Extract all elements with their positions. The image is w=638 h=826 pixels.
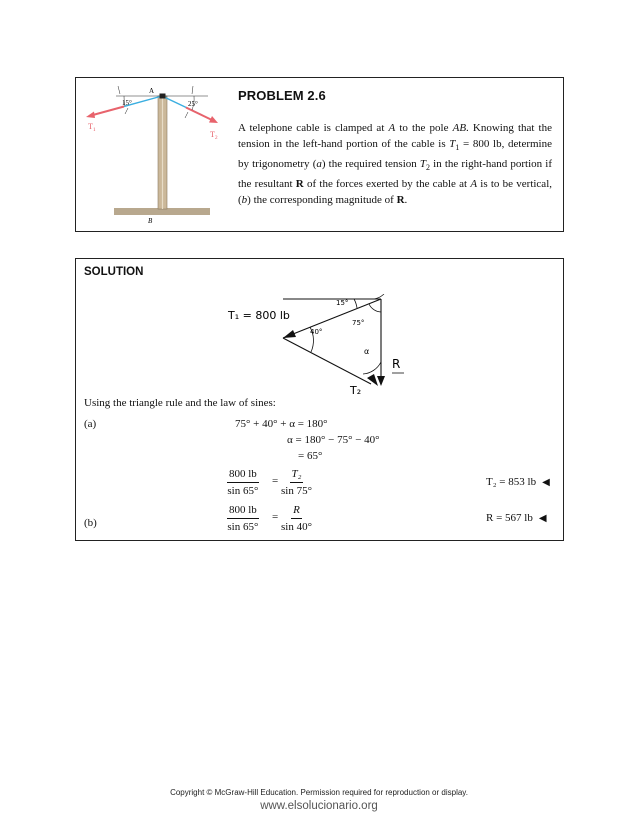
answer-b [486, 512, 547, 524]
sketch-angle-15: 15° [336, 299, 349, 307]
problem-figure [84, 84, 224, 226]
answer-a-text: T₂ = 853 lb [486, 476, 537, 488]
label-A: A [149, 87, 155, 95]
triangle-t1-side [283, 299, 381, 338]
sketch-t1-label: T₁ = 800 lb [228, 309, 290, 322]
force-triangle-sketch [226, 294, 426, 404]
label-T1: $T_1$ [88, 122, 96, 133]
sketch-r-label: R [392, 357, 401, 371]
part-a-label: (a) [84, 418, 97, 430]
equation-1: 75° + 40° + α = 180° [235, 418, 328, 430]
fraction-b-equals: = [272, 511, 279, 523]
fraction-b-left-denominator: sin 65° [227, 521, 259, 533]
problem-title: PROBLEM 2.6 [238, 88, 326, 103]
fraction-b-right-numerator: R [291, 504, 302, 519]
clamp [160, 94, 166, 99]
fraction-a-left-numerator: 800 lb [227, 468, 259, 483]
answer-b-text: R = 567 lb [486, 512, 533, 524]
answer-a-marker: ◀ [542, 477, 550, 488]
website-link[interactable]: www.elsolucionario.org [260, 800, 378, 812]
label-B: B [148, 217, 153, 225]
copyright-notice: Copyright © McGraw-Hill Education. Permission required for reproduction or display. [170, 788, 468, 797]
triangle-t2-side [283, 338, 371, 384]
fraction-a-right [281, 468, 312, 497]
sketch-angle-40: 40° [310, 328, 323, 336]
fraction-a-equals: = [272, 475, 279, 487]
sketch-alpha: α [364, 347, 370, 356]
t2-arrow [186, 108, 213, 121]
problem-statement: A telephone cable is clamped at A to the pole AB. Knowing that the tension in the left-hand portion of the cable is $T_1 = 800$ lb, determine by trigonometry (a) the required tension $T_2$ in the right-hand portion if the resultant R of the forces exerted by the cable at A is to be vertical, (b) the corresponding magnitude of R. [238, 122, 552, 207]
angle-25-label: 25° [188, 100, 198, 108]
part-b-label: (b) [84, 517, 97, 529]
fraction-b-left [227, 504, 259, 533]
equation-3: = 65° [298, 450, 323, 462]
solution-intro: Using the triangle rule and the law of sines: [84, 397, 276, 409]
answer-b-marker: ◀ [538, 513, 547, 524]
equation-2: α = 180° − 75° − 40° [287, 434, 380, 446]
fraction-b-right-denominator: sin 40° [281, 521, 312, 533]
label-T2: $T_2$ [210, 130, 218, 141]
fraction-a-left [227, 468, 259, 497]
solution-box [75, 258, 564, 541]
solution-title: SOLUTION [84, 266, 144, 278]
fraction-a-left-denominator: sin 65° [227, 485, 259, 497]
fraction-a-right-denominator: sin 75° [281, 485, 312, 497]
fraction-a-right-numerator: T₂ [290, 468, 304, 483]
fraction-b-left-numerator: 800 lb [227, 504, 259, 519]
t1-arrow [91, 107, 124, 116]
sketch-angle-75: 75° [352, 319, 365, 327]
fraction-b-right [281, 504, 312, 533]
sketch-t2-label: T₂ [350, 384, 362, 397]
problem-box [75, 77, 564, 232]
angle-15-label: 15° [122, 99, 132, 107]
answer-a [486, 476, 550, 488]
